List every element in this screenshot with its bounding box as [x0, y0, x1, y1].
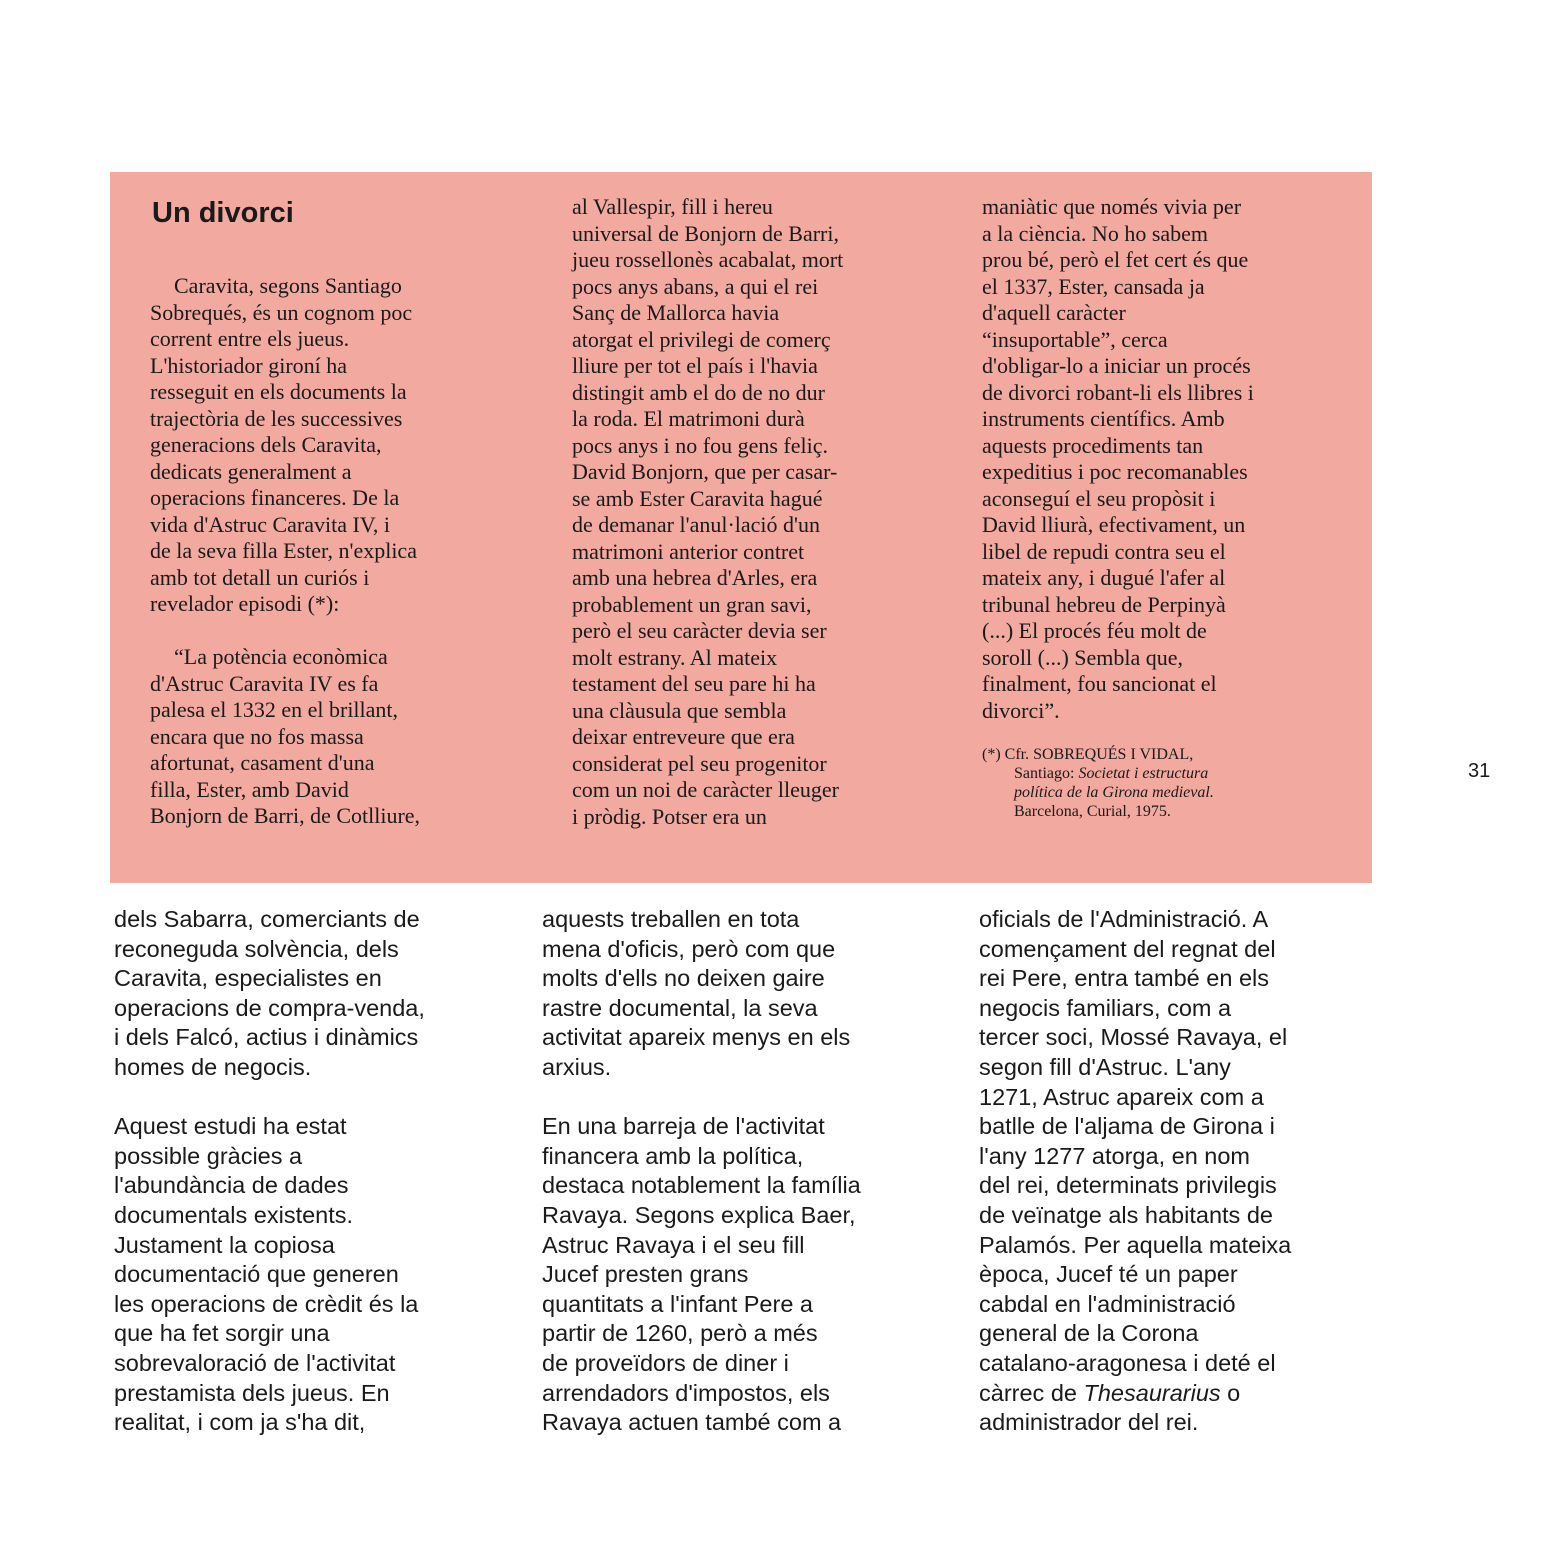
- box-title: Un divorci: [152, 197, 294, 229]
- footnote-italic: Societat i estructura: [1078, 765, 1209, 782]
- text-line: homes de negocis.: [114, 1053, 312, 1080]
- text-line: universal de Bonjorn de Barri,: [572, 220, 839, 246]
- text-line: dels Sabarra, comerciants de: [114, 906, 420, 932]
- box-column-2: [572, 194, 942, 830]
- text-line: Aquest estudi ha estat: [114, 1113, 347, 1140]
- text-line: amb tot detall un curiós i: [150, 564, 370, 590]
- footnote: [982, 745, 1322, 821]
- text-line: (...) El procés féu molt de: [982, 618, 1207, 643]
- text-line: encara que no fos massa: [150, 723, 364, 749]
- text-line: com un noi de caràcter lleuger: [572, 777, 839, 802]
- footnote-italic: política de la Girona medieval.: [1014, 784, 1214, 801]
- text-line: molt estrany. Al mateix: [572, 644, 778, 670]
- text-line: de la seva filla Ester, n'explica: [150, 538, 417, 563]
- text-line: se amb Ester Caravita hagué: [572, 485, 823, 511]
- footnote-line: [982, 764, 1322, 783]
- main-column-2: [542, 905, 942, 1438]
- text-line: reconeguda solvència, dels: [114, 935, 399, 962]
- text-line: arrendadors d'impostos, els: [542, 1379, 830, 1406]
- text-line: aconseguí el seu propòsit i: [982, 485, 1216, 511]
- text-line: aquests treballen en tota: [542, 906, 800, 932]
- text-line: prou bé, però el fet cert és que: [982, 247, 1249, 272]
- text-line: començament del regnat del: [979, 935, 1276, 962]
- text-line: documentació que generen: [114, 1261, 399, 1288]
- text-line: “insuportable”, cerca: [982, 326, 1168, 352]
- text-line: Caravita, segons Santiago: [174, 273, 402, 298]
- text-line: maniàtic que només vivia per: [982, 194, 1242, 219]
- text-line: les operacions de crèdit és la: [114, 1290, 419, 1317]
- text-line: considerat pel seu progenitor: [572, 750, 827, 776]
- text-line: divorci”.: [982, 697, 1060, 723]
- text-line: i pròdig. Potser era un: [572, 803, 767, 829]
- text-line: Sobrequés, és un cognom poc: [150, 299, 413, 325]
- text-line: que ha fet sorgir una: [114, 1320, 330, 1347]
- main-col2-para-2: [542, 1112, 942, 1438]
- text-line: filla, Ester, amb David: [150, 776, 349, 802]
- text-line: palesa el 1332 en el brillant,: [150, 697, 399, 722]
- text-line: segon fill d'Astruc. L'any: [979, 1053, 1231, 1080]
- main-column-3: [979, 905, 1379, 1438]
- text-line: rastre documental, la seva: [542, 994, 818, 1021]
- text-line: aquests procediments tan: [982, 432, 1204, 458]
- text-line: tribunal hebreu de Perpinyà: [982, 591, 1226, 617]
- text-line: la roda. El matrimoni durà: [572, 406, 805, 431]
- footnote-line: [982, 783, 1322, 802]
- text-line: probablement un gran savi,: [572, 591, 812, 617]
- text-line: Jucef presten grans: [542, 1261, 749, 1288]
- text-line: administrador del rei.: [979, 1409, 1199, 1436]
- text-line: expeditius i poc recomanables: [982, 459, 1248, 484]
- box-column-3: [982, 194, 1352, 724]
- text-line: 1271, Astruc apareix com a: [979, 1083, 1264, 1110]
- text-line: En una barreja de l'activitat: [542, 1113, 825, 1140]
- footnote-line: (*) Cfr. SOBREQUÉS I VIDAL,: [982, 746, 1194, 763]
- text-line: de demanar l'anul·lació d'un: [572, 512, 820, 537]
- text-line: mena d'oficis, però com que: [542, 935, 836, 962]
- text-line: d'Astruc Caravita IV es fa: [150, 670, 379, 696]
- text-line: libel de repudi contra seu el: [982, 538, 1226, 564]
- text-line: arxius.: [542, 1053, 612, 1080]
- text-line: L'historiador gironí ha: [150, 352, 348, 378]
- main-column-1: [114, 905, 514, 1438]
- italic-term: Thesaurarius: [1083, 1379, 1221, 1406]
- text-line: testament del seu pare hi ha: [572, 671, 816, 696]
- box-column-1: [150, 273, 520, 830]
- text-line: Palamós. Per aquella mateixa: [979, 1231, 1292, 1258]
- text-line: però el seu caràcter devia ser: [572, 618, 827, 643]
- text-line: oficials de l'Administració. A: [979, 906, 1269, 932]
- text-line: documentals existents.: [114, 1201, 354, 1228]
- text-line: època, Jucef té un paper: [979, 1261, 1238, 1288]
- box-col3-para: [982, 194, 1352, 724]
- main-col2-para-1: [542, 905, 942, 1083]
- text-line: Ravaya. Segons explica Baer,: [542, 1201, 856, 1228]
- text-line: de veïnatge als habitants de: [979, 1201, 1273, 1228]
- text-line: Justament la copiosa: [114, 1231, 335, 1258]
- text-line: lliure per tot el país i l'havia: [572, 353, 818, 378]
- text-line: batlle de l'aljama de Girona i: [979, 1113, 1275, 1140]
- text-line: distingit amb el do de no dur: [572, 379, 825, 405]
- text-line: activitat apareix menys en els: [542, 1024, 851, 1051]
- footnote-line: Barcelona, Curial, 1975.: [1014, 803, 1171, 820]
- text-line: soroll (...) Sembla que,: [982, 644, 1184, 670]
- text-line: prestamista dels jueus. En: [114, 1379, 390, 1406]
- box-col1-para-2: [150, 644, 520, 830]
- text-line: negocis familiars, com a: [979, 994, 1232, 1021]
- text-line: [979, 1379, 1379, 1409]
- text-line: i dels Falcó, actius i dinàmics: [114, 1024, 419, 1051]
- text-line: mateix any, i dugué l'afer al: [982, 565, 1226, 590]
- main-col1-para-2: [114, 1112, 514, 1438]
- text-line: quantitats a l'infant Pere a: [542, 1290, 813, 1317]
- text-line: amb una hebrea d'Arles, era: [572, 565, 818, 590]
- text-line: revelador episodi (*):: [150, 591, 340, 616]
- text-line: Bonjorn de Barri, de Cotlliure,: [150, 803, 421, 828]
- text-fragment: càrrec de: [979, 1379, 1084, 1406]
- text-line: David Bonjorn, que per casar-: [572, 459, 838, 484]
- text-line: generacions dels Caravita,: [150, 432, 382, 457]
- text-line: resseguit en els documents la: [150, 379, 407, 404]
- text-line: cabdal en l'administració: [979, 1290, 1236, 1317]
- text-line: dedicats generalment a: [150, 458, 352, 484]
- text-line: jueu rossellonès acabalat, mort: [572, 247, 844, 272]
- text-line: catalano-aragonesa i deté el: [979, 1349, 1276, 1376]
- text-line: Caravita, especialistes en: [114, 965, 382, 992]
- text-line: d'obligar-lo a iniciar un procés: [982, 353, 1251, 378]
- text-line: vida d'Astruc Caravita IV, i: [150, 511, 391, 537]
- text-line: tercer soci, Mossé Ravaya, el: [979, 1024, 1288, 1051]
- text-line: sobrevaloració de l'activitat: [114, 1349, 396, 1376]
- main-col3-para: [979, 905, 1379, 1438]
- page-number: 31: [1468, 760, 1491, 782]
- text-line: d'aquell caràcter: [982, 300, 1126, 325]
- text-line: Sanç de Mallorca havia: [572, 300, 780, 325]
- text-line: “La potència econòmica: [174, 644, 388, 669]
- text-line: una clàusula que sembla: [572, 697, 787, 723]
- text-line: operacions financeres. De la: [150, 485, 400, 510]
- text-line: partir de 1260, però a més: [542, 1320, 818, 1347]
- text-fragment: o: [1220, 1379, 1241, 1406]
- text-line: financera amb la política,: [542, 1142, 804, 1169]
- text-line: molts d'ells no deixen gaire: [542, 965, 825, 992]
- text-line: afortunat, casament d'una: [150, 750, 375, 775]
- box-col2-para: [572, 194, 942, 830]
- text-line: de proveïdors de diner i: [542, 1349, 789, 1376]
- text-line: finalment, fou sancionat el: [982, 671, 1217, 696]
- text-line: el 1337, Ester, cansada ja: [982, 273, 1205, 299]
- text-line: matrimoni anterior contret: [572, 538, 805, 564]
- text-line: deixar entreveure que era: [572, 724, 795, 749]
- text-line: operacions de compra-venda,: [114, 994, 425, 1021]
- main-col1-para-1: [114, 905, 514, 1083]
- text-line: possible gràcies a: [114, 1142, 303, 1169]
- text-line: David lliurà, efectivament, un: [982, 512, 1246, 537]
- text-line: al Vallespir, fill i hereu: [572, 194, 773, 219]
- text-line: l'any 1277 atorga, en nom: [979, 1142, 1251, 1169]
- text-line: instruments científics. Amb: [982, 406, 1225, 431]
- footnote-text: Santiago:: [1014, 765, 1079, 782]
- text-line: rei Pere, entra també en els: [979, 965, 1269, 992]
- text-line: trajectòria de les successives: [150, 405, 403, 431]
- text-line: de divorci robant-li els llibres i: [982, 379, 1254, 405]
- text-line: realitat, i com ja s'ha dit,: [114, 1409, 366, 1436]
- text-line: a la ciència. No ho sabem: [982, 220, 1209, 246]
- text-line: pocs anys i no fou gens feliç.: [572, 432, 828, 458]
- text-line: general de la Corona: [979, 1320, 1199, 1347]
- text-line: l'abundància de dades: [114, 1172, 349, 1199]
- text-line: del rei, determinats privilegis: [979, 1172, 1277, 1199]
- text-line: pocs anys abans, a qui el rei: [572, 273, 819, 299]
- text-line: destaca notablement la família: [542, 1172, 861, 1199]
- text-line: Astruc Ravaya i el seu fill: [542, 1231, 805, 1258]
- text-line: corrent entre els jueus.: [150, 326, 350, 351]
- text-line: atorgat el privilegi de comerç: [572, 326, 831, 352]
- text-line: Ravaya actuen també com a: [542, 1409, 842, 1436]
- box-col1-para-1: [150, 273, 520, 618]
